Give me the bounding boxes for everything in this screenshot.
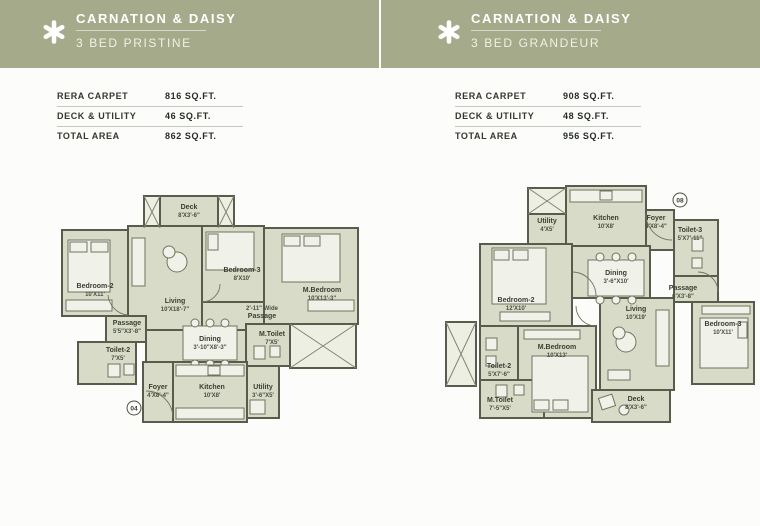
room-kitchen-size: 10'X8' xyxy=(203,393,221,399)
row-label: DECK & UTILITY xyxy=(57,111,137,121)
room-mtoilet-label: M.Toilet xyxy=(487,397,513,404)
header-grandeur xyxy=(381,0,760,68)
room-passage-size: 5'5"X3'-8" xyxy=(113,329,141,335)
table-row xyxy=(57,127,243,146)
dining-table-icon xyxy=(588,260,644,296)
room-toilet2-size: 7'X5' xyxy=(111,356,125,362)
room-widepassage-size: 2'-11" Wide xyxy=(246,306,278,312)
room-mbedroom-size: 10'X13' xyxy=(546,353,568,359)
room-toilet2-size: 5'X7'-6" xyxy=(488,372,510,378)
sofa-icon xyxy=(132,238,145,286)
room-deck-size: 8'X3'-6" xyxy=(625,405,647,411)
unit-number-badge xyxy=(127,401,141,415)
room-deck-label: Deck xyxy=(627,396,645,403)
room-mtoilet-size: 7'X5' xyxy=(265,340,279,346)
area-table-grandeur xyxy=(455,87,641,146)
row-label: DECK & UTILITY xyxy=(455,111,535,121)
table-row xyxy=(455,87,641,107)
unit-number-badge xyxy=(673,193,687,207)
room-dining-label: Dining xyxy=(605,270,627,277)
room-utility-size: 4'X5' xyxy=(540,227,554,233)
room-dining-label: Dining xyxy=(199,336,221,343)
room-deck-label: Deck xyxy=(180,204,198,211)
basin-icon xyxy=(124,364,134,375)
room-utility-size: 3'-6"X5' xyxy=(252,393,274,399)
room-foyer-label: Foyer xyxy=(646,215,666,222)
toilet-icon xyxy=(486,338,497,350)
row-label: TOTAL AREA xyxy=(57,131,120,141)
flower-asterisk-icon xyxy=(437,20,461,44)
room-mbedroom-label: M.Bedroom xyxy=(537,344,577,351)
room-kitchen-size: 10'X8' xyxy=(597,224,615,230)
toilet-icon xyxy=(108,364,120,377)
header-pristine xyxy=(0,0,379,68)
room-living-size: 10'X19' xyxy=(625,315,647,321)
kitchen-counter-icon xyxy=(176,408,244,419)
row-value: 956 SQ.FT. xyxy=(563,131,615,141)
basin-icon xyxy=(692,258,702,268)
room-foyer-label: Foyer xyxy=(148,384,168,391)
room-passage-label: Passage xyxy=(668,285,698,292)
plan-subtitle: 3 BED PRISTINE xyxy=(76,36,192,50)
wardrobe-icon xyxy=(66,300,112,311)
unit-number: 04 xyxy=(130,405,138,413)
area-table-pristine xyxy=(57,87,243,146)
title-divider xyxy=(471,30,601,31)
plan-subtitle: 3 BED GRANDEUR xyxy=(471,36,601,50)
room-bedroom3-label: Bedroom-3 xyxy=(704,321,742,328)
room-living-size: 10'X18'-7" xyxy=(160,307,190,313)
room-mbedroom-label: M.Bedroom xyxy=(302,287,342,294)
room-toilet2-label: Toilet-2 xyxy=(105,347,131,354)
room-bedroom2-size: 12'X10' xyxy=(505,306,527,312)
room-toilet2-label: Toilet-2 xyxy=(486,363,512,370)
table-row xyxy=(57,107,243,127)
plan-title: CARNATION & DAISY xyxy=(76,11,237,26)
table-row xyxy=(57,87,243,107)
toilet-icon xyxy=(496,385,507,397)
room-bedroom3-size: 10'X11' xyxy=(713,330,733,336)
row-value: 816 SQ.FT. xyxy=(165,91,217,101)
room-mtoilet-label: M.Toilet xyxy=(259,331,285,338)
room-bedroom3-size: 8'X10' xyxy=(233,276,251,282)
room-toilet3-label: Toilet-3 xyxy=(677,227,703,234)
toilet-icon xyxy=(254,346,265,359)
row-value: 46 SQ.FT. xyxy=(165,111,211,121)
room-utility-label: Utility xyxy=(253,384,273,391)
row-label: RERA CARPET xyxy=(57,91,129,101)
room-kitchen-label: Kitchen xyxy=(199,384,225,391)
plan-title: CARNATION & DAISY xyxy=(471,11,632,26)
basin-icon xyxy=(270,346,280,357)
wardrobe-icon xyxy=(702,306,750,314)
room-widepassage-label: Passage xyxy=(247,313,277,320)
floor-plan-grandeur xyxy=(440,180,760,460)
unit-number: 08 xyxy=(676,197,684,205)
room-utility-label: Utility xyxy=(537,218,557,225)
table-row xyxy=(455,107,641,127)
room-mbedroom-size: 10'X13'-3" xyxy=(307,296,337,302)
room-deck-size: 8'X3'-6" xyxy=(178,213,200,219)
room-dining-size: 3'-10"X8'-3" xyxy=(193,345,227,351)
row-value: 908 SQ.FT. xyxy=(563,91,615,101)
room-foyer-size: 4'X8'-4" xyxy=(147,393,169,399)
room-foyer-size: 4'X8'-4" xyxy=(645,224,667,230)
table-icon xyxy=(608,370,630,380)
title-divider xyxy=(76,30,206,31)
row-value: 48 SQ.FT. xyxy=(563,111,609,121)
row-label: TOTAL AREA xyxy=(455,131,518,141)
room-living-label: Living xyxy=(625,306,647,313)
room-bedroom2-label: Bedroom-2 xyxy=(497,297,535,304)
washer-icon xyxy=(250,400,265,414)
room-bedroom3-label: Bedroom-3 xyxy=(223,267,261,274)
room-passage-size: 6'X3'-8" xyxy=(672,294,694,300)
row-value: 862 SQ.FT. xyxy=(165,131,217,141)
row-label: RERA CARPET xyxy=(455,91,527,101)
room-mtoilet-size: 7'-5"X5' xyxy=(489,406,511,412)
room-bedroom2-label: Bedroom-2 xyxy=(76,283,114,290)
room-toilet3-size: 5'X7'-11" xyxy=(677,236,703,242)
room-passage-label: Passage xyxy=(112,320,142,327)
sofa-icon xyxy=(656,310,669,366)
dining-table-icon xyxy=(183,326,237,360)
flower-asterisk-icon xyxy=(42,20,66,44)
basin-icon xyxy=(514,385,524,395)
room-bedroom2-size: 10'X11' xyxy=(85,292,105,298)
floor-plan-pristine xyxy=(50,182,370,432)
room-dining-size: 3'-6"X10' xyxy=(603,279,629,285)
wardrobe-icon xyxy=(500,312,550,321)
room-kitchen-label: Kitchen xyxy=(593,215,619,222)
room-living-label: Living xyxy=(164,298,186,305)
table-row xyxy=(455,127,641,146)
wardrobe-icon xyxy=(524,330,580,339)
